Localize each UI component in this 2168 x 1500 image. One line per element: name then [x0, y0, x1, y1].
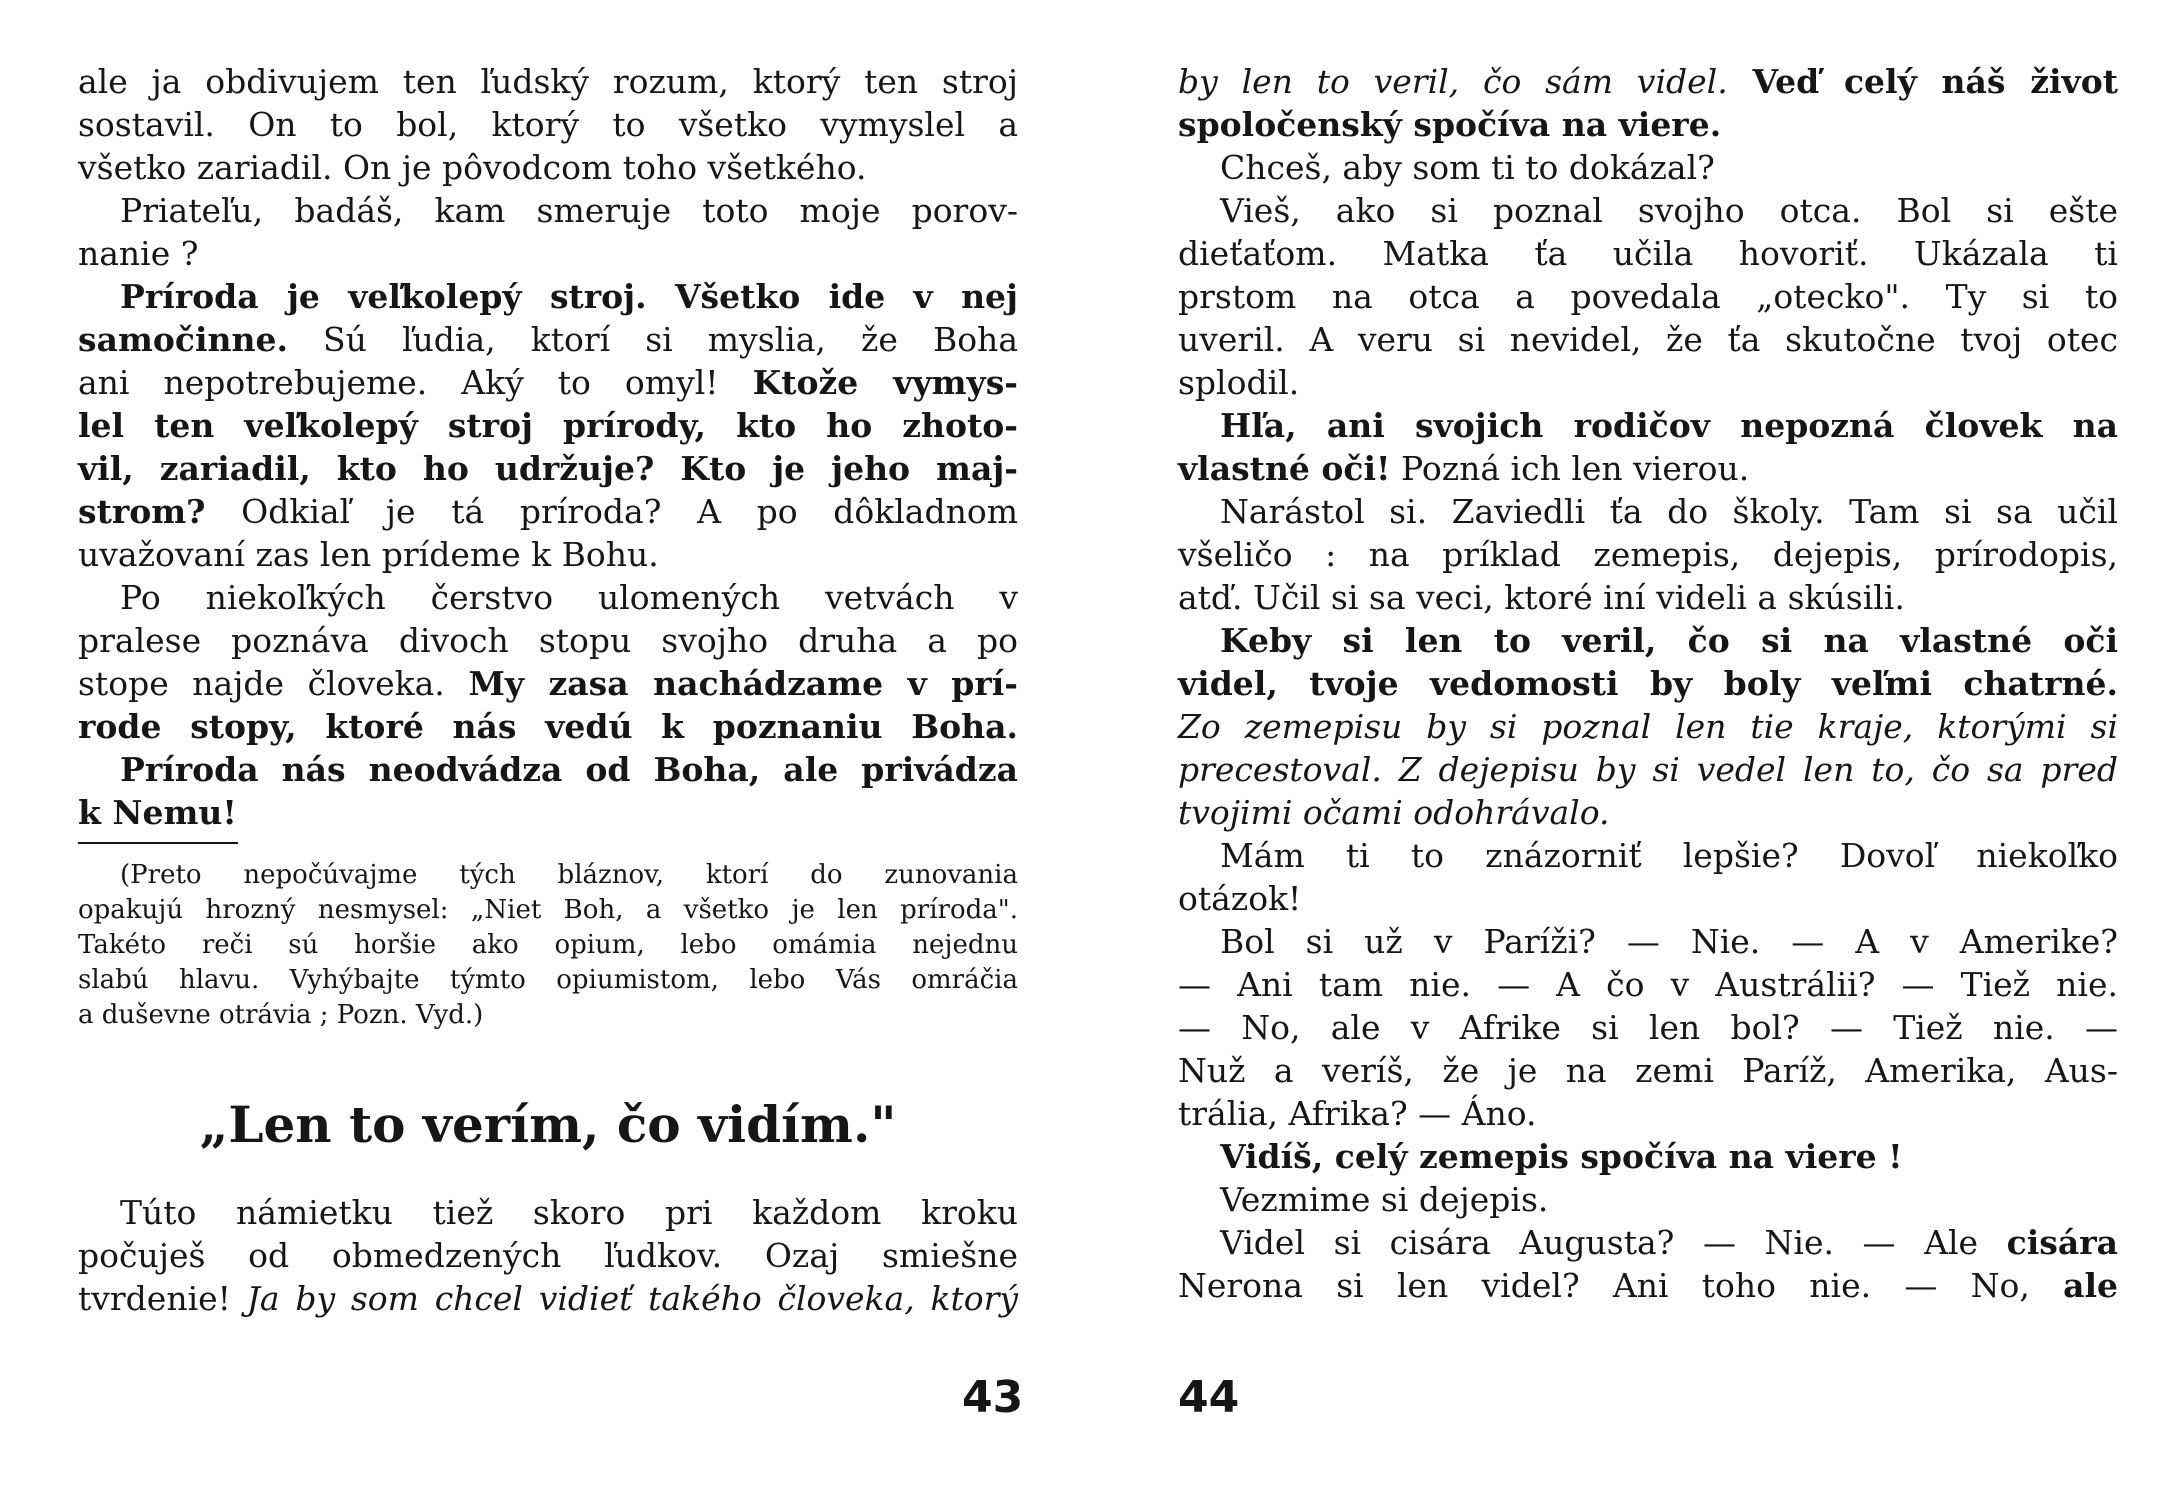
bold-run: My zasa nachádzame v prí-: [468, 664, 1018, 703]
text-line: [1178, 447, 2118, 490]
text-run: dieťaťom. Matka ťa učila hovoriť. Ukázala ti: [1178, 234, 2118, 273]
text-line: [78, 189, 1018, 232]
text-run: Vieš, ako si poznal svojho otca. Bol si ešte: [1220, 191, 2118, 230]
text-run: spoločenský spočíva na viere.: [1178, 105, 1722, 144]
text-line: [1178, 533, 2118, 576]
text-run: trália, Afrika? — Áno.: [1178, 1094, 1537, 1133]
text-line: [1178, 404, 2118, 447]
text-line: [1178, 1092, 2118, 1135]
text-run: ani nepotrebujeme. Aký to omyl!: [78, 363, 753, 402]
text-line: [1178, 189, 2118, 232]
bold-run: vlastné oči!: [1178, 449, 1391, 488]
text-line: [1178, 748, 2118, 791]
text-run: Sú ľudia, ktorí si myslia, že Boha: [288, 320, 1018, 359]
text-run: prstom na otca a povedala „otecko". Ty si to: [1178, 277, 2118, 316]
text-run: Priateľu, badáš, kam smeruje toto moje porov-: [120, 191, 1018, 230]
text-run: — Ani tam nie. — A čo v Austrálii? — Tiež nie.: [1178, 965, 2118, 1004]
text-line: [78, 1234, 1018, 1277]
text-run: atď. Učil si sa veci, ktoré iní videli a skúsili.: [1178, 578, 1905, 617]
text-line: [78, 275, 1018, 318]
text-run: stope najde človeka.: [78, 664, 469, 703]
text-run: Príroda je veľkolepý stroj. Všetko ide v nej: [120, 277, 1018, 316]
text-line: [1178, 1221, 2118, 1264]
text-line: [78, 576, 1018, 619]
text-line: [1178, 705, 2118, 748]
text-run: videl, tvoje vedomosti by boly veľmi chatrné.: [1178, 664, 2118, 703]
text-run: vil, zariadil, kto ho udržuje? Kto je jeho maj-: [78, 449, 1018, 488]
left-body-text-continued: [78, 1191, 1018, 1320]
right-body-text: [1178, 60, 2118, 1307]
italic-run: by len to veril, čo sám videl.: [1178, 62, 1728, 101]
text-run: sostavil. On to bol, ktorý to všetko vymyslel a: [78, 105, 1018, 144]
text-line: [1178, 877, 2118, 920]
text-run: Videl si cisára Augusta? — Nie. — Ale: [1220, 1223, 2007, 1262]
text-line: [78, 232, 1018, 275]
text-line: [78, 893, 1018, 928]
text-run: a duševne otrávia ; Pozn. Vyd.): [78, 1000, 484, 1030]
text-run: Vezmime si dejepis.: [1220, 1180, 1549, 1219]
text-line: [78, 748, 1018, 791]
text-run: slabú hlavu. Vyhýbajte týmto opiumistom, lebo Vás omráčia: [78, 965, 1018, 995]
text-run: všeličo : na príklad zemepis, dejepis, prírodopis,: [1178, 535, 2118, 574]
page-number-right: 44: [1178, 1372, 1240, 1423]
text-run: Nerona si len videl? Ani toho nie. — No,: [1178, 1266, 2064, 1305]
text-run: počuješ od obmedzených ľudkov. Ozaj smiešne: [78, 1236, 1018, 1275]
footnote-rule: [78, 842, 238, 844]
right-page: [1178, 60, 2118, 1307]
text-run: ale ja obdivujem ten ľudský rozum, ktorý ten stroj: [78, 62, 1018, 101]
text-run: opakujú hrozný nesmysel: „Niet Boh, a všetko je len príroda".: [78, 895, 1018, 925]
text-line: [78, 103, 1018, 146]
text-run: Bol si už v Paríži? — Nie. — A v Amerike?: [1220, 922, 2118, 961]
text-run: Keby si len to veril, čo si na vlastné oči: [1220, 621, 2118, 660]
text-line: [1178, 1264, 2118, 1307]
text-line: [78, 361, 1018, 404]
text-line: [1178, 1006, 2118, 1049]
text-line: [1178, 232, 2118, 275]
section-heading: „Len to verím, čo vidím.": [199, 1095, 897, 1154]
text-line: [1178, 1178, 2118, 1221]
text-run: splodil.: [1178, 363, 1300, 402]
text-line: [78, 1191, 1018, 1234]
text-line: [1178, 318, 2118, 361]
bold-run: Ktože vymys-: [752, 363, 1018, 402]
bold-run: cisára: [2006, 1223, 2118, 1262]
text-line: [78, 447, 1018, 490]
text-run: Nuž a veríš, že je na zemi Paríž, Amerika, Aus-: [1178, 1051, 2118, 1090]
text-run: — No, ale v Afrike si len bol? — Tiež nie. —: [1178, 1008, 2118, 1047]
text-run: Takéto reči sú horšie ako opium, lebo omámia nejednu: [78, 930, 1018, 960]
text-line: [78, 533, 1018, 576]
text-run: pralese poznáva divoch stopu svojho druha a po: [78, 621, 1018, 660]
text-run: k Nemu!: [78, 793, 237, 832]
text-run: uvažovaní zas len prídeme k Bohu.: [78, 535, 659, 574]
text-line: [1178, 1135, 2118, 1178]
text-line: [78, 60, 1018, 103]
text-run: nanie ?: [78, 234, 199, 273]
text-line: [78, 318, 1018, 361]
text-run: (Preto nepočúvajme tých bláznov, ktorí do zunovania: [120, 860, 1018, 890]
text-line: [78, 404, 1018, 447]
text-run: Hľa, ani svojich rodičov nepozná človek na: [1220, 406, 2118, 445]
italic-run: Ja by som chcel vidieť takého človeka, ktorý: [246, 1279, 1019, 1318]
text-run: tvrdenie!: [78, 1279, 247, 1318]
text-run: Príroda nás neodvádza od Boha, ale privádza: [120, 750, 1018, 789]
bold-run: Veď celý náš život: [1727, 62, 2118, 101]
text-run: Po niekoľkých čerstvo ulomených vetvách v: [120, 578, 1018, 617]
text-line: [1178, 60, 2118, 103]
text-line: [1178, 576, 2118, 619]
text-run: tvojimi očami odohrávalo.: [1178, 793, 1610, 832]
text-line: [1178, 963, 2118, 1006]
bold-run: samočinne.: [78, 320, 288, 359]
text-run: otázok!: [1178, 879, 1302, 918]
text-run: Túto námietku tiež skoro pri každom kroku: [120, 1193, 1018, 1232]
left-page: [78, 60, 1018, 1320]
text-line: [1178, 146, 2118, 189]
bold-run: strom?: [78, 492, 206, 531]
text-line: [78, 963, 1018, 998]
text-run: precestoval. Z dejepisu by si vedel len to, čo sa pred: [1178, 750, 2118, 789]
text-run: Vidíš, celý zemepis spočíva na viere !: [1220, 1137, 1903, 1176]
text-run: Narástol si. Zaviedli ťa do školy. Tam si sa učil: [1220, 492, 2118, 531]
text-line: [78, 998, 1018, 1033]
footnote: [78, 858, 1018, 1033]
text-line: [1178, 619, 2118, 662]
text-line: [1178, 920, 2118, 963]
text-run: lel ten veľkolepý stroj prírody, kto ho zhoto-: [78, 406, 1018, 445]
text-line: [78, 705, 1018, 748]
text-line: [78, 858, 1018, 893]
left-body-text: [78, 60, 1018, 834]
text-line: [1178, 103, 2118, 146]
text-line: [1178, 361, 2118, 404]
text-run: Pozná ich len vierou.: [1390, 449, 1750, 488]
text-run: Mám ti to znázorniť lepšie? Dovoľ niekoľko: [1220, 836, 2118, 875]
text-run: všetko zariadil. On je pôvodcom toho všetkého.: [78, 148, 867, 187]
text-line: [78, 146, 1018, 189]
bold-run: ale: [2063, 1266, 2118, 1305]
text-line: [1178, 1049, 2118, 1092]
text-line: [1178, 834, 2118, 877]
text-line: [78, 1277, 1018, 1320]
text-line: [78, 619, 1018, 662]
text-line: [1178, 490, 2118, 533]
text-run: Chceš, aby som ti to dokázal?: [1220, 148, 1715, 187]
text-run: rode stopy, ktoré nás vedú k poznaniu Boha.: [78, 707, 1018, 746]
page-number-left: 43: [962, 1372, 1024, 1423]
text-line: [78, 490, 1018, 533]
text-line: [1178, 791, 2118, 834]
text-line: [78, 662, 1018, 705]
text-run: Odkiaľ je tá príroda? A po dôkladnom: [205, 492, 1018, 531]
text-line: [1178, 275, 2118, 318]
text-run: Zo zemepisu by si poznal len tie kraje, ktorými si: [1178, 707, 2118, 746]
text-line: [78, 928, 1018, 963]
text-line: [78, 791, 1018, 834]
text-line: [1178, 662, 2118, 705]
text-run: uveril. A veru si nevidel, že ťa skutočne tvoj otec: [1178, 320, 2118, 359]
